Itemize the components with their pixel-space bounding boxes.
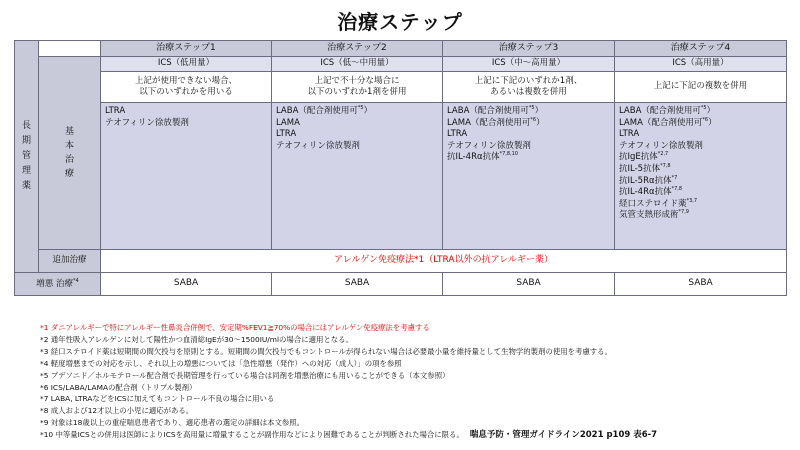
- drug-item: [447, 141, 610, 153]
- ics-row: [15, 57, 787, 72]
- add-therapy-text: アレルゲン免疫療法*1（LTRA以外の抗アレルギー薬）: [101, 250, 787, 273]
- exacerbation-row: [15, 273, 787, 296]
- drug-item: [105, 118, 267, 130]
- step2-ics: ICS（低～中用量）: [272, 57, 443, 72]
- footnote-10: *10 中等量ICSとの併用は医師によりICSを高用量に増量することが副作用などにより困難であることが判断された場合に限る。: [40, 430, 464, 440]
- drug-item: [105, 106, 267, 118]
- step1-header: 治療ステップ1: [101, 41, 272, 57]
- drug-name: LAMA（配合剤使用可: [619, 117, 703, 128]
- drug-name-suffix: ）: [706, 106, 716, 116]
- step3-desc: [443, 72, 615, 103]
- drug-name: 抗IL-4Rα抗体: [619, 187, 672, 198]
- drug-item: [619, 152, 782, 164]
- drug-footnote-mark: *7: [671, 174, 678, 181]
- drug-item: [619, 187, 782, 199]
- drug-footnote-mark: *5: [700, 105, 707, 112]
- drug-name: LTRA: [105, 106, 126, 116]
- drug-name: LABA（配合剤使用可: [447, 106, 529, 116]
- step1-exacerbation: SABA: [101, 273, 272, 296]
- step2-header: 治療ステップ2: [272, 41, 443, 57]
- step4-drug-list: [615, 103, 787, 250]
- drug-footnote-mark: *7,8,10: [499, 151, 518, 158]
- drug-footnote-mark: *3,7: [686, 197, 698, 204]
- step2-desc-line: 以下のいずれか1剤を併用: [307, 87, 407, 97]
- drug-footnote-mark: *6: [702, 116, 709, 123]
- drug-item: [447, 129, 610, 141]
- step2-drug-list: [272, 103, 443, 250]
- step3-exacerbation: SABA: [443, 273, 615, 296]
- drug-name: LAMA: [276, 117, 300, 128]
- footnote-1: *1 ダニアレルギーで特にアレルギー性鼻炎合併例で、安定期%FEV1≧70%の場合にはアレルゲン免疫療法を考慮する: [40, 323, 430, 332]
- drug-name: LAMA（配合剤使用可: [447, 117, 531, 128]
- drug-item: [619, 199, 782, 211]
- step4-ics: ICS（高用量）: [615, 57, 787, 72]
- exacerbation-label: 増悪 治療: [36, 278, 73, 289]
- page-title: 治療ステップ: [337, 10, 463, 34]
- drug-footnote-mark: *5: [357, 105, 364, 112]
- step3-ics: ICS（中～高用量）: [443, 57, 615, 72]
- step2-exacerbation: SABA: [272, 273, 443, 296]
- footnote-2: *2 通年性吸入アレルゲンに対して陽性かつ血清総IgEが30～1500IU/mlの場合に適用となる。: [40, 334, 353, 344]
- drug-item: [619, 118, 782, 130]
- source-citation: 喘息予防・管理ガイドライン2021 p109 表6-7: [469, 430, 658, 441]
- drug-name: LABA（配合剤使用可: [276, 106, 358, 116]
- step3-header: 治療ステップ3: [443, 41, 615, 57]
- footnote-5: *5 ブデソニド／ホルモテロール配合剤で長期管理を行っている場合は同剤を増悪治療にも用いることができる（本文参照）: [40, 370, 450, 380]
- drug-name-suffix: ）: [363, 106, 373, 116]
- header-row: [15, 41, 787, 57]
- step4-header: 治療ステップ4: [615, 41, 787, 57]
- drug-item: [619, 164, 782, 176]
- drug-item: [447, 118, 610, 130]
- exacerbation-note-mark: *4: [73, 278, 79, 285]
- footnote-10-line: [40, 429, 790, 442]
- footnote-6: *6 ICS/LABA/LAMAの配合剤（トリプル製剤）: [40, 382, 197, 392]
- drug-footnote-mark: *7,8: [671, 186, 683, 193]
- drug-name-suffix: ）: [534, 106, 544, 116]
- drug-item: [619, 176, 782, 188]
- drug-item: [619, 141, 782, 153]
- drug-name: 抗IgE抗体: [619, 152, 658, 163]
- drug-name-suffix: ）: [536, 117, 545, 128]
- step3-drug-list: [443, 103, 615, 250]
- drug-list-row: [15, 103, 787, 250]
- drug-footnote-mark: *7,9: [678, 209, 689, 216]
- drug-name: 抗IL-5抗体: [619, 163, 661, 174]
- drug-footnote-mark: *2,7: [657, 151, 669, 158]
- exacerbation-label-cell: [15, 273, 101, 296]
- footnote-9: *9 対象は18歳以上の重症喘息患者であり、適応患者の選定の詳細は本文参照。: [40, 418, 305, 428]
- drug-name: テオフィリン徐放製剤: [276, 140, 360, 151]
- drug-name: 気管支熱形成術: [619, 210, 679, 221]
- drug-name: テオフィリン徐放製剤: [105, 117, 189, 128]
- drug-name: テオフィリン徐放製剤: [619, 140, 703, 151]
- drug-item: [447, 106, 610, 118]
- drug-footnote-mark: *5: [528, 105, 535, 112]
- drug-name-suffix: ）: [708, 117, 717, 128]
- drug-item: [276, 118, 438, 130]
- step2-desc-line: 上記で不十分な場合に: [314, 75, 400, 86]
- footnote-7: *7 LABA, LTRAなどをICSに加えてもコントロール不良の場合に用いる: [40, 394, 275, 404]
- drug-name: 抗IL-5Rα抗体: [619, 175, 672, 186]
- step2-desc: [272, 72, 443, 103]
- drug-footnote-mark: *7,8: [660, 163, 671, 170]
- drug-name: LTRA: [447, 129, 468, 140]
- footnotes: [40, 322, 790, 442]
- step3-desc-line: 上記に下記のいずれか1剤、: [474, 75, 583, 86]
- step1-ics: ICS（低用量）: [101, 57, 272, 72]
- basic-label-cell: [39, 57, 101, 250]
- treatment-steps-table: [14, 40, 787, 296]
- drug-item: [619, 106, 782, 118]
- drug-name: LABA（配合剤使用可: [619, 106, 701, 116]
- step4-desc: [615, 72, 787, 103]
- footnote-8: *8 成人および12才以上の小児に適応がある。: [40, 406, 194, 416]
- drug-name: LTRA: [276, 129, 297, 140]
- drug-item: [619, 129, 782, 141]
- drug-item: [276, 106, 438, 118]
- drug-item: [276, 129, 438, 141]
- drug-name: 抗IL-4Rα抗体: [447, 152, 500, 163]
- step1-desc-line: 上記が使用できない場合、: [134, 75, 237, 86]
- step4-exacerbation: SABA: [615, 273, 787, 296]
- add-therapy-row: [15, 250, 787, 273]
- step1-desc: [101, 72, 272, 103]
- drug-name: テオフィリン徐放製剤: [447, 140, 531, 151]
- drug-item: [276, 141, 438, 153]
- longterm-label-cell: [15, 41, 39, 273]
- add-therapy-label: 追加治療: [39, 250, 101, 273]
- step3-desc-line: あるいは複数を併用: [490, 87, 567, 97]
- footnote-3: *3 経口ステロイド薬は短期間の間欠投与を原則とする。短期間の間欠投与でもコントロールが得られない場合は必要最小量を維持量として生物学的製剤の使用を考慮する。: [40, 346, 612, 356]
- longterm-label: 長期管理薬: [21, 121, 31, 191]
- desc-row: [15, 72, 787, 103]
- drug-footnote-mark: *6: [530, 116, 537, 123]
- step1-desc-line: 以下のいずれかを用いる: [139, 87, 233, 97]
- step1-drug-list: [101, 103, 272, 250]
- basic-label: 基本治療: [64, 127, 74, 179]
- drug-name: LTRA: [619, 129, 640, 140]
- drug-item: [619, 210, 782, 222]
- corner-blank-cell: [39, 41, 101, 57]
- drug-name: 経口ステロイド薬: [619, 198, 687, 209]
- step4-desc-line: 上記に下記の複数を併用: [653, 81, 748, 92]
- footnote-4: *4 軽度増悪までの対応を示し、それ以上の増悪については「急性増悪（発作）への対応（成人）」の項を参照: [40, 358, 402, 368]
- drug-item: [447, 152, 610, 164]
